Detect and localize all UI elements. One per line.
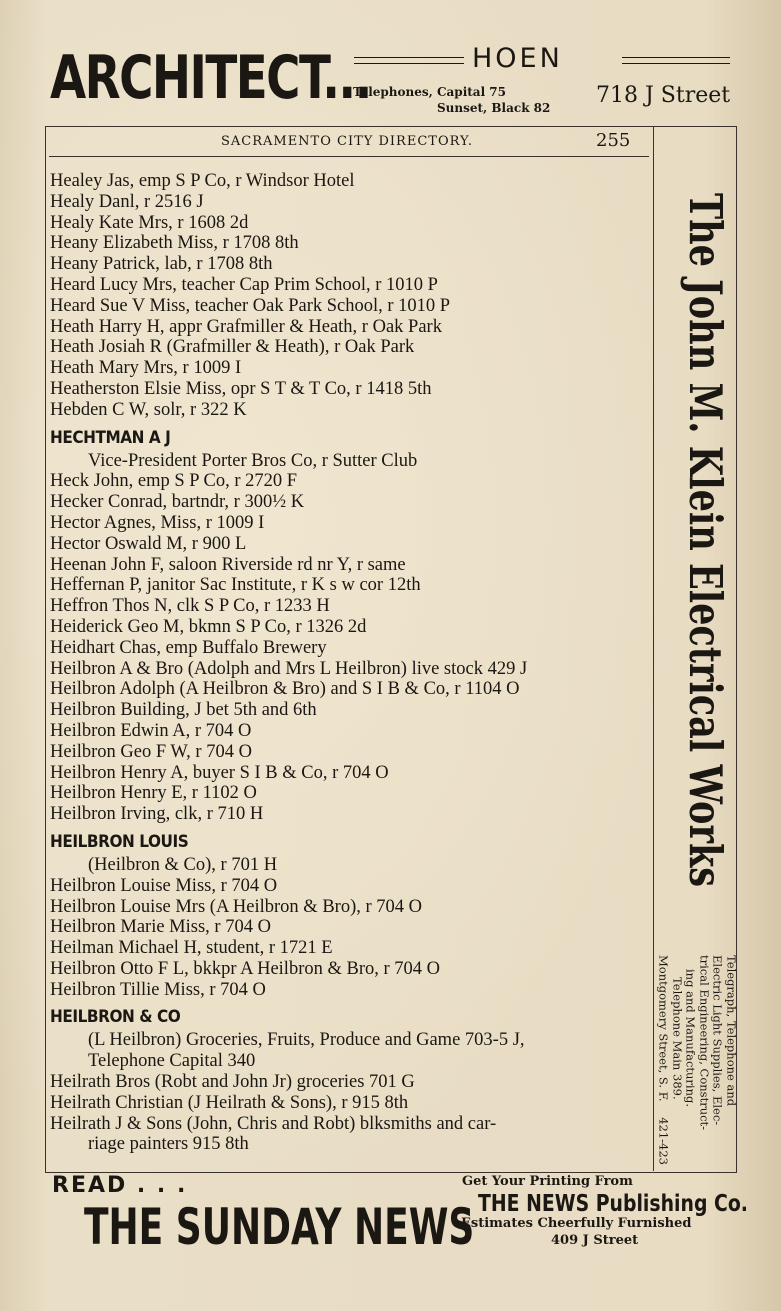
list-item-continuation: Vice-President Porter Bros Co, r Sutter Club bbox=[88, 450, 418, 471]
list-item: Heilrath Christian (J Heilrath & Sons), r 915 8th bbox=[50, 1092, 409, 1113]
list-item: Heilbron Marie Miss, r 704 O bbox=[50, 917, 271, 938]
list-item: Heilrath Bros (Robt and John Jr) groceries 701 G bbox=[50, 1072, 415, 1093]
ornamental-rule-left bbox=[354, 57, 464, 64]
list-item: Hector Agnes, Miss, r 1009 I bbox=[50, 512, 265, 533]
list-item: Heath Josiah R (Grafmiller & Heath), r Oak Park bbox=[50, 337, 415, 358]
list-item: Heilbron Irving, clk, r 710 H bbox=[50, 804, 264, 825]
page-title: SACRAMENTO CITY DIRECTORY. bbox=[220, 134, 474, 149]
list-item-continuation: (L Heilbron) Groceries, Fruits, Produce and Game 703-5 J, bbox=[88, 1030, 525, 1051]
side-ad-street-number: 421-423 bbox=[657, 1117, 671, 1165]
side-ad-line: Telegraph, Telephone and bbox=[724, 955, 739, 1107]
side-ad-line: Electric Light Supplies, Elec- bbox=[711, 955, 725, 1126]
bold-listing-name: HECHTMAN A J bbox=[50, 427, 171, 448]
list-item: Heilbron Otto F L, bkkpr A Heilbron & Bro, r 704 O bbox=[50, 958, 441, 979]
list-item: Heilbron Tillie Miss, r 704 O bbox=[50, 979, 266, 1000]
telephone-sunset: Sunset, Black 82 bbox=[437, 101, 551, 115]
list-item: Heffron Thos N, clk S P Co, r 1233 H bbox=[50, 596, 330, 617]
list-item: Heenan John F, saloon Riverside rd nr Y, r same bbox=[50, 554, 406, 575]
page-number: 255 bbox=[596, 130, 631, 151]
side-advertisement-title: The John M. Klein Electrical Works bbox=[679, 192, 732, 888]
list-item: Heany Elizabeth Miss, r 1708 8th bbox=[50, 233, 299, 254]
list-item-continuation: (Heilbron & Co), r 701 H bbox=[88, 854, 278, 875]
list-item: Heck John, emp S P Co, r 2720 F bbox=[50, 471, 298, 492]
ornamental-rule-right bbox=[622, 57, 730, 64]
list-item: Heath Mary Mrs, r 1009 I bbox=[50, 358, 242, 379]
publishing-address: 409 J Street bbox=[551, 1233, 639, 1248]
side-advertisement-description bbox=[657, 955, 738, 1165]
list-item: Heilbron Building, J bet 5th and 6th bbox=[50, 700, 317, 721]
telephone-capital: Telephones, Capital 75 bbox=[353, 85, 506, 99]
list-item: Heilbron Adolph (A Heilbron & Bro) and S I B & Co, r 1104 O bbox=[50, 679, 520, 700]
list-item: Heidhart Chas, emp Buffalo Brewery bbox=[50, 637, 327, 658]
architect-heading: ARCHITECT... bbox=[50, 43, 371, 113]
list-item: Heilrath J & Sons (John, Chris and Robt) blksmiths and car- bbox=[50, 1113, 497, 1134]
list-item: Heilbron A & Bro (Adolph and Mrs L Heilbron) live stock 429 J bbox=[50, 658, 528, 679]
newspaper-name: THE SUNDAY NEWS bbox=[84, 1198, 475, 1256]
side-ad-line: ing and Manufacturing. bbox=[684, 969, 698, 1108]
list-item: Heatherston Elsie Miss, opr S T & T Co, r 1418 5th bbox=[50, 378, 432, 399]
telephone-numbers bbox=[353, 84, 561, 116]
list-item: Heffernan P, janitor Sac Institute, r K s w cor 12th bbox=[50, 575, 421, 596]
list-item: Hector Oswald M, r 900 L bbox=[50, 533, 247, 554]
list-item: Hecker Conrad, bartndr, r 300½ K bbox=[50, 492, 305, 513]
bold-listing-name: HEILBRON LOUIS bbox=[50, 831, 189, 852]
column-divider bbox=[653, 126, 654, 1171]
list-item: Heilbron Louise Miss, r 704 O bbox=[50, 875, 278, 896]
list-item: Heilbron Louise Mrs (A Heilbron & Bro), r 704 O bbox=[50, 896, 423, 917]
list-item-continuation: riage painters 915 8th bbox=[88, 1134, 249, 1155]
list-item: Heard Sue V Miss, teacher Oak Park School, r 1010 P bbox=[50, 295, 451, 316]
read-heading: READ . . . bbox=[52, 1173, 188, 1198]
list-item: Healy Kate Mrs, r 1608 2d bbox=[50, 212, 249, 233]
estimates-tagline: Estimates Cheerfully Furnished bbox=[461, 1216, 692, 1231]
list-item: Heany Patrick, lab, r 1708 8th bbox=[50, 254, 273, 275]
list-item-continuation: Telephone Capital 340 bbox=[88, 1051, 256, 1072]
list-item: Healy Danl, r 2516 J bbox=[50, 191, 204, 212]
top-advertisement bbox=[0, 0, 781, 125]
bold-listing-name: HEILBRON & CO bbox=[50, 1007, 181, 1028]
list-item: Heilbron Geo F W, r 704 O bbox=[50, 741, 252, 762]
list-item: Heilbron Henry A, buyer S I B & Co, r 704 O bbox=[50, 762, 389, 783]
side-ad-line: Telephone Main 389. bbox=[670, 977, 685, 1100]
list-item: Heilbron Henry E, r 1102 O bbox=[50, 783, 257, 804]
side-ad-line: Montgomery Street, S. F. bbox=[657, 955, 671, 1102]
side-ad-line: trical Engineering, Construct- bbox=[697, 955, 712, 1131]
list-item: Heilbron Edwin A, r 704 O bbox=[50, 720, 252, 741]
architect-name: HOEN bbox=[472, 43, 563, 74]
list-item: Heilman Michael H, student, r 1721 E bbox=[50, 938, 333, 959]
list-item: Hebden C W, solr, r 322 K bbox=[50, 399, 247, 420]
list-item: Healey Jas, emp S P Co, r Windsor Hotel bbox=[50, 171, 355, 191]
printing-tagline: Get Your Printing From bbox=[462, 1174, 633, 1189]
list-item: Heiderick Geo M, bkmn S P Co, r 1326 2d bbox=[50, 616, 367, 637]
list-item: Heard Lucy Mrs, teacher Cap Prim School, r 1010 P bbox=[50, 274, 438, 295]
directory-listing bbox=[50, 171, 652, 1155]
list-item: Heath Harry H, appr Grafmiller & Heath, r Oak Park bbox=[50, 316, 442, 337]
architect-address: 718 J Street bbox=[596, 83, 731, 108]
side-ad-address bbox=[657, 955, 671, 1165]
publishing-company: THE NEWS Publishing Co. bbox=[478, 1191, 748, 1217]
